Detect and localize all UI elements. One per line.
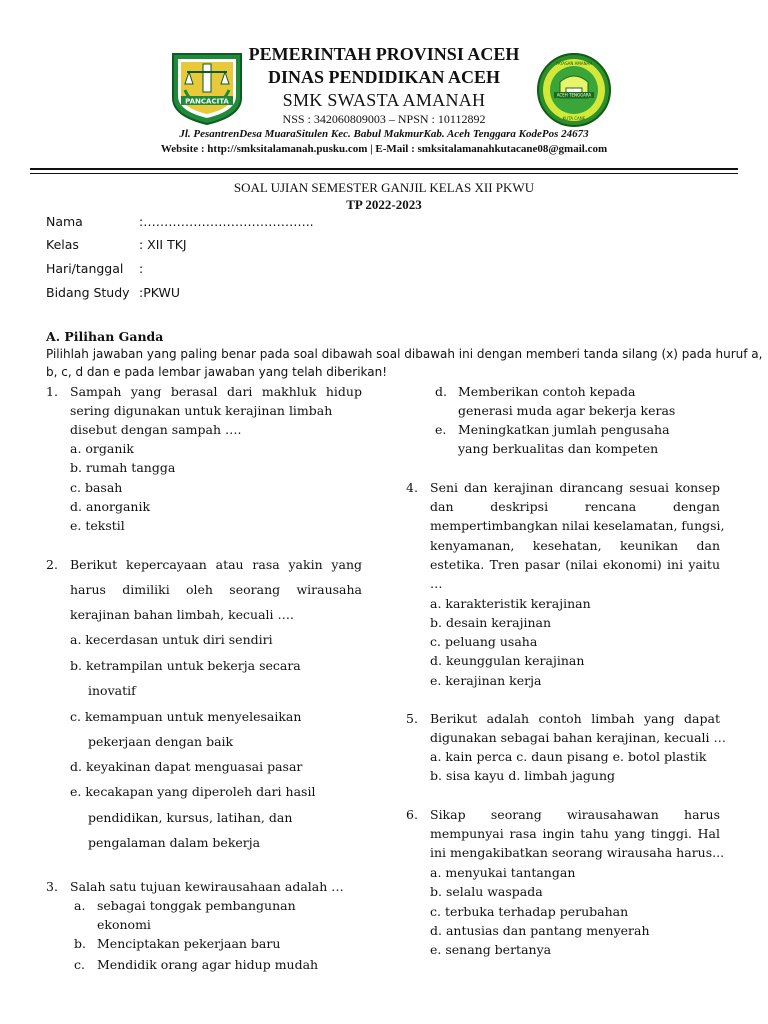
- identity-label-class: Kelas: [46, 237, 79, 252]
- q6-option: c. terbuka terhadap perubahan: [430, 904, 629, 919]
- q1-stem-line: disebut dengan sampah ….: [70, 422, 242, 437]
- q5-stem-line: digunakan sebagai bahan kerajinan, kecuali …: [430, 730, 726, 745]
- q3-option: Menciptakan pekerjaan baru: [97, 936, 281, 951]
- q2-option-cont: inovatif: [88, 683, 136, 698]
- q5-options-row: a. kain perca c. daun pisang e. botol plastik: [430, 749, 707, 764]
- q3-option-letter: b.: [74, 936, 86, 951]
- q2-number: 2.: [46, 557, 58, 572]
- q2-stem-line: harus dimiliki oleh seorang wirausaha: [70, 582, 362, 597]
- logo-text-bottom: KUTA CANE: [562, 116, 586, 121]
- q1-stem-line: Sampah yang berasal dari makhluk hidup: [70, 384, 362, 399]
- q3-option-cont: yang berkualitas dan kompeten: [458, 441, 659, 456]
- q2-option: a. kecerdasan untuk diri sendiri: [70, 632, 273, 647]
- q6-stem-line: Sikap seorang wirausahawan harus: [430, 807, 720, 822]
- identity-value-date: :: [139, 261, 144, 276]
- q6-option: b. selalu waspada: [430, 884, 543, 899]
- q2-stem-line: Berikut kepercayaan atau rasa yakin yang: [70, 557, 362, 572]
- q6-option: d. antusias dan pantang menyerah: [430, 923, 650, 938]
- q1-option: e. tekstil: [70, 518, 125, 533]
- identity-value-name: :…………………………………..: [139, 214, 314, 229]
- header-contact: Website : http://smksitalamanah.pusku.com | E-Mail : smksitalamanahkutacane08@gmail.com: [160, 143, 608, 155]
- logo-text-mid: ACEH TENGGARA: [556, 92, 592, 98]
- q2-stem-line: kerajinan bahan limbah, kecuali ….: [70, 607, 294, 622]
- q1-option: a. organik: [70, 441, 134, 456]
- q3-number: 3.: [46, 879, 58, 894]
- q3-option-letter: d.: [435, 384, 447, 399]
- q4-stem-line: mempertimbangkan nilai keselamatan, fungsi,: [430, 518, 725, 533]
- header-address: Jl. PesantrenDesa MuaraSitulen Kec. Babul MakmurKab. Aceh Tenggara KodePos 24673: [179, 128, 589, 140]
- q4-option: c. peluang usaha: [430, 634, 538, 649]
- q4-stem-line: kenyamanan, kesehatan, keunikan dan: [430, 538, 720, 553]
- q6-option: e. senang bertanya: [430, 942, 552, 957]
- q2-option: d. keyakinan dapat menguasai pasar: [70, 759, 303, 774]
- identity-value-class: : XII TKJ: [139, 237, 187, 252]
- q1-option: b. rumah tangga: [70, 460, 176, 475]
- identity-value-subject: :PKWU: [139, 285, 181, 300]
- q2-option: e. kecakapan yang diperoleh dari hasil: [70, 784, 316, 799]
- header-department: DINAS PENDIDIKAN ACEH: [267, 67, 501, 87]
- exam-year: TP 2022-2023: [346, 197, 422, 212]
- section-heading: A. Pilihan Ganda: [46, 329, 164, 344]
- q3-option-cont: generasi muda agar bekerja keras: [458, 403, 676, 418]
- q1-option: d. anorganik: [70, 499, 151, 514]
- identity-label-subject: Bidang Study: [46, 285, 130, 300]
- instruction-line-1: Pilihlah jawaban yang paling benar pada soal dibawah soal dibawah ini dengan memberi tanda silang (x) pada huruf a,: [46, 347, 763, 361]
- q2-option-cont: pengalaman dalam bekerja: [88, 835, 261, 850]
- q6-stem-line: ini mengakibatkan seorang wirausaha harus...: [430, 845, 725, 860]
- q5-number: 5.: [406, 711, 418, 726]
- q6-option: a. menyukai tantangan: [430, 865, 576, 880]
- instruction-line-2: b, c, d dan e pada lembar jawaban yang telah diberikan!: [46, 365, 388, 379]
- q2-option-cont: pekerjaan dengan baik: [88, 734, 234, 749]
- q3-option-cont: ekonomi: [97, 917, 151, 932]
- q2-option: b. ketrampilan untuk bekerja secara: [70, 658, 301, 673]
- q4-option: d. keunggulan kerajinan: [430, 653, 585, 668]
- pancacita-text: PANCACITA: [185, 97, 229, 106]
- logo-text-top: YAYASAN AMANAH: [555, 61, 593, 66]
- identity-label-date: Hari/tanggal: [46, 261, 124, 276]
- q3-option: Memberikan contoh kepada: [458, 384, 636, 399]
- identity-label-name: Nama: [46, 214, 83, 229]
- q4-stem-line: Seni dan kerajinan dirancang sesuai konsep: [430, 480, 720, 495]
- q5-stem-line: Berikut adalah contoh limbah yang dapat: [430, 711, 720, 726]
- header-divider-thin: [30, 173, 738, 174]
- header-divider-thick: [30, 168, 738, 170]
- q2-option-cont: pendidikan, kursus, latihan, dan: [88, 810, 293, 825]
- q3-option: Mendidik orang agar hidup mudah: [97, 957, 319, 972]
- q1-stem-line: sering digunakan untuk kerajinan limbah: [70, 403, 333, 418]
- q4-option: e. kerajinan kerja: [430, 673, 542, 688]
- header-nss: NSS : 342060809003 – NPSN : 10112892: [282, 112, 486, 126]
- q4-option: a. karakteristik kerajinan: [430, 596, 591, 611]
- q1-option: c. basah: [70, 480, 123, 495]
- q2-option: c. kemampuan untuk menyelesaikan: [70, 709, 302, 724]
- q3-stem: Salah satu tujuan kewirausahaan adalah …: [70, 879, 344, 894]
- q6-number: 6.: [406, 807, 418, 822]
- q4-stem-line: dan deskripsi rencana dengan: [430, 499, 720, 514]
- q3-option-letter: a.: [74, 898, 86, 913]
- header-province: PEMERINTAH PROVINSI ACEH: [248, 44, 520, 64]
- q3-option: sebagai tonggak pembangunan: [97, 898, 296, 913]
- q1-number: 1.: [46, 384, 58, 399]
- q3-option-letter: e.: [435, 422, 447, 437]
- q5-options-row: b. sisa kayu d. limbah jagung: [430, 768, 616, 783]
- header-school: SMK SWASTA AMANAH: [282, 90, 486, 110]
- q4-stem-line: …: [430, 576, 443, 591]
- q3-option-letter: c.: [74, 957, 85, 972]
- q3-option: Meningkatkan jumlah pengusaha: [458, 422, 670, 437]
- q6-stem-line: mempunyai rasa ingin tahu yang tinggi. Hal: [430, 826, 720, 841]
- q4-stem-line: estetika. Tren pasar (nilai ekonomi) ini yaitu: [430, 557, 720, 572]
- q4-number: 4.: [406, 480, 418, 495]
- exam-title: SOAL UJIAN SEMESTER GANJIL KELAS XII PKWU: [233, 180, 535, 195]
- q4-option: b. desain kerajinan: [430, 615, 552, 630]
